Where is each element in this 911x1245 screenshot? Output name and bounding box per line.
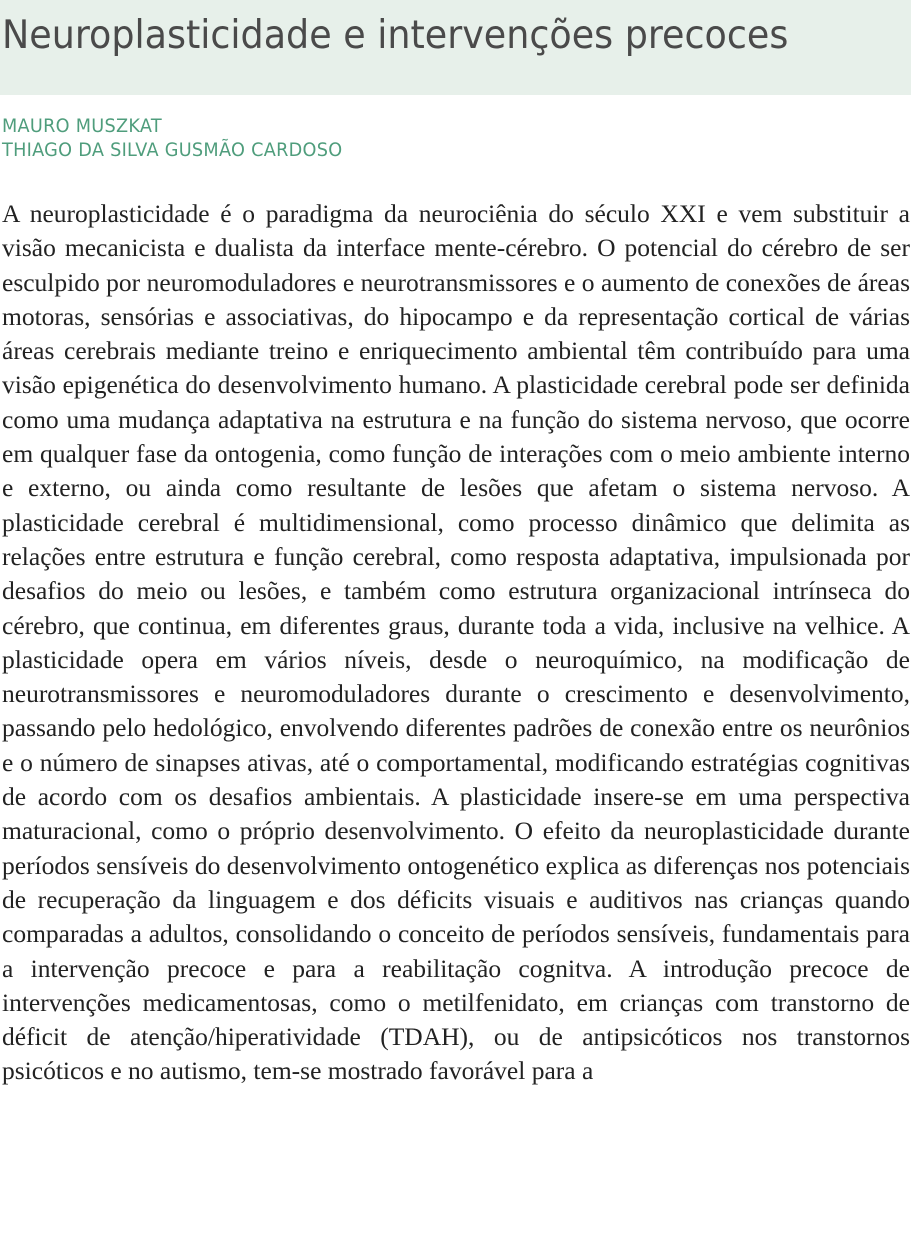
author-name: MAURO MUSZKAT [2, 115, 162, 137]
chapter-title: Neuroplasticidade e intervenções precoces [2, 13, 789, 58]
author-name: THIAGO DA SILVA GUSMÃO CARDOSO [2, 139, 343, 161]
author-list [2, 114, 368, 162]
chapter-title-band [0, 0, 911, 95]
body-paragraph: A neuroplasticidade é o paradigma da neurociênia do século XXI e vem substituir a visão mecanicista e dualista da interface mente-cérebro. O potencial do cérebro de ser esculpido por neuromoduladores e neurotransmissores e o aumento de conexões de áreas motoras, sensórias e associativas, do hipocampo e da representação cortical de várias áreas cerebrais mediante treino e enriquecimento ambiental têm contribuído para uma visão epigenética do desenvolvimento humano. A plasticidade cerebral pode ser definida como uma mudança adaptativa na estrutura e na função do sistema nervoso, que ocorre em qualquer fase da ontogenia, como função de interações com o meio ambiente interno e externo, ou ainda como resultante de lesões que afetam o sistema nervoso. A plasticidade cerebral é multidimensional, como processo dinâmico que delimita as relações entre estrutura e função cerebral, como resposta adaptativa, impulsionada por desafios do meio ou lesões, e também como estrutura organizacional intrínseca do cérebro, que continua, em diferentes graus, durante toda a vida, inclusive na velhice. A plasticidade opera em vários níveis, desde o neuroquímico, na modificação de neurotransmissores e neuromoduladores durante o crescimento e desenvolvimento, passando pelo hedológico, envolvendo diferentes padrões de conexão entre os neurônios e o número de sinapses ativas, até o comportamental, modificando estratégias cognitivas de acordo com os desafios ambientais. A plasticidade insere-se em uma perspectiva maturacional, como o próprio desenvolvimento. O efeito da neuroplasticidade durante períodos sensíveis do desenvolvimento ontogenético explica as diferenças nos potenciais de recuperação da linguagem e dos déficits visuais e auditivos nas crianças quando comparadas a adultos, consolidando o conceito de períodos sensíveis, fundamentais para a intervenção precoce e para a reabilitação cognitva. A introdução precoce de intervenções medicamentosas, como o metilfenidato, em crianças com transtorno de déficit de atenção/hiperatividade (TDAH), ou de antipsicóticos nos transtornos psicóticos e no autismo, tem-se mostrado favorável para a [2, 199, 910, 1086]
